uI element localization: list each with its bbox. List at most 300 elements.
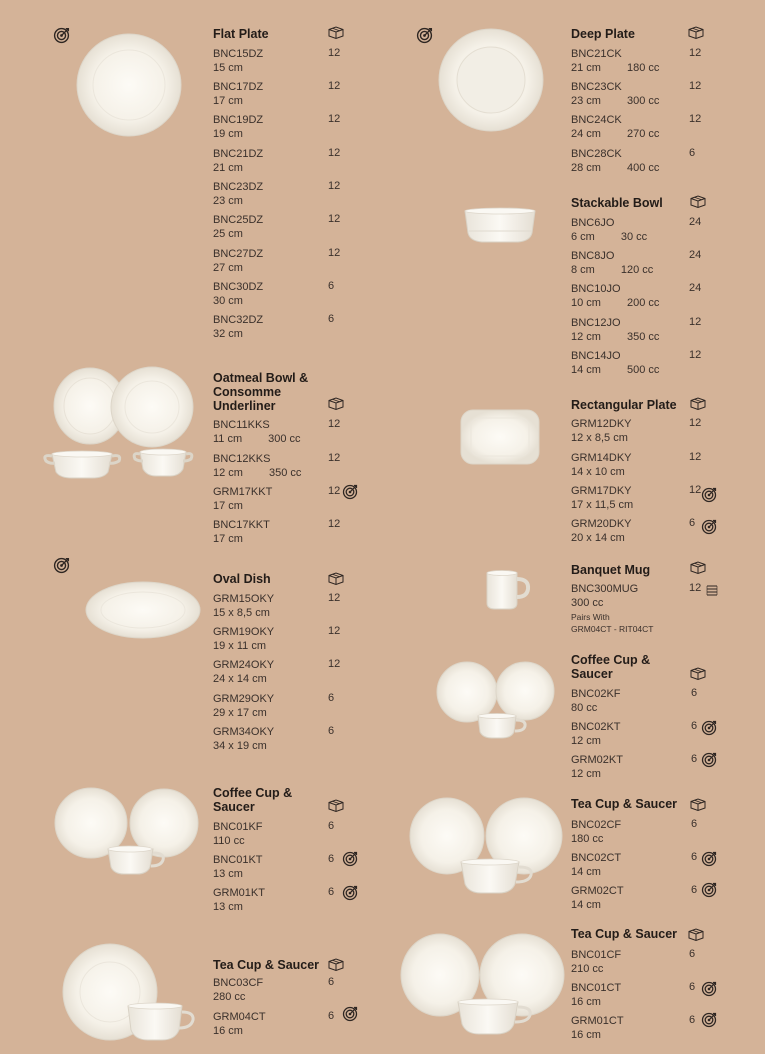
product-row (213, 592, 274, 620)
product-row (571, 316, 659, 344)
product-row (571, 818, 621, 846)
product-dimensions (213, 739, 274, 753)
product-dimensions (213, 706, 274, 720)
product-row (571, 349, 659, 377)
product-dimensions (213, 867, 263, 881)
section-title-line: Saucer (213, 800, 255, 814)
product-row (213, 418, 301, 446)
product-size: 13 cm (213, 901, 243, 913)
product-row (571, 484, 633, 512)
product-row (213, 658, 274, 686)
tea-cup-saucer-image (409, 796, 565, 898)
product-code: BNC11KKS (213, 419, 270, 431)
product-capacity: 500 cc (626, 364, 660, 376)
product-dimensions (213, 294, 263, 308)
target-icon (701, 981, 717, 997)
product-code: GRM01CT (571, 1015, 624, 1027)
package-quantity: 12 (689, 451, 702, 463)
product-size: 16 cm (571, 996, 601, 1008)
package-quantity: 12 (689, 316, 702, 328)
product-row (571, 981, 621, 1009)
product-code: GRM19OKY (213, 626, 275, 638)
pairs-with-note (571, 611, 654, 635)
stack-icon (706, 584, 718, 597)
package-quantity: 6 (328, 280, 335, 292)
package-quantity: 12 (328, 625, 341, 637)
product-code: BNC24CK (571, 114, 622, 126)
product-code: BNC12KKS (213, 453, 271, 465)
product-size: 210 cc (571, 963, 604, 975)
product-capacity: 200 cc (626, 297, 660, 309)
package-quantity: 6 (328, 1010, 335, 1022)
target-icon (53, 557, 70, 574)
product-code: GRM14DKY (571, 452, 632, 464)
package-quantity: 6 (328, 692, 335, 704)
product-size: 12 cm (213, 467, 243, 479)
product-dimensions (213, 990, 263, 1004)
product-dimensions (571, 431, 632, 445)
product-size: 24 x 14 cm (213, 673, 267, 685)
package-quantity: 6 (689, 147, 696, 159)
package-box-icon (689, 797, 707, 812)
product-row (213, 313, 263, 341)
product-size: 25 cm (213, 228, 243, 240)
product-size: 23 cm (213, 195, 243, 207)
product-dimensions (213, 194, 263, 208)
stackable-bowl-image (462, 207, 538, 245)
product-code: BNC21CK (571, 48, 622, 60)
section-stackable-bowl (571, 196, 663, 210)
product-code: BNC15DZ (213, 48, 264, 60)
product-dimensions (213, 127, 263, 141)
section-title-line: Coffee Cup & (571, 653, 651, 667)
product-size: 280 cc (213, 991, 246, 1003)
product-size: 16 cm (213, 1025, 243, 1037)
product-size: 11 cm (213, 433, 243, 445)
product-code: GRM15OKY (213, 593, 275, 605)
section-banquet-mug (571, 563, 650, 577)
product-capacity: 300 cc (268, 433, 301, 445)
package-quantity: 24 (689, 282, 702, 294)
product-dimensions (571, 995, 621, 1009)
product-size: 10 cm (571, 297, 601, 309)
section-oval-dish (213, 572, 271, 586)
package-quantity: 12 (689, 349, 702, 361)
package-quantity: 6 (691, 720, 698, 732)
product-size: 13 cm (213, 868, 243, 880)
product-size: 16 cm (571, 1029, 601, 1041)
product-size: 14 cm (571, 364, 601, 376)
product-row (213, 47, 263, 75)
product-size: 15 x 8,5 cm (213, 607, 270, 619)
product-capacity: 350 cc (626, 331, 660, 343)
package-quantity: 6 (689, 517, 696, 529)
product-dimensions (571, 767, 623, 781)
product-dimensions (571, 94, 659, 108)
target-icon (701, 720, 717, 736)
product-dimensions (213, 499, 272, 513)
package-quantity: 6 (691, 687, 698, 699)
package-quantity: 12 (689, 484, 702, 496)
package-quantity: 6 (691, 851, 698, 863)
product-dimensions (571, 230, 647, 244)
product-size: 12 cm (571, 331, 601, 343)
target-icon (416, 27, 433, 44)
section-tea-cup-left (213, 958, 319, 972)
section-flat-plate (213, 27, 269, 41)
product-size: 17 cm (213, 500, 243, 512)
product-row (571, 884, 624, 912)
product-code: GRM04CT (213, 1011, 266, 1023)
product-dimensions (213, 327, 263, 341)
product-code: BNC8JO (571, 250, 615, 262)
package-quantity: 12 (328, 658, 341, 670)
product-capacity: 120 cc (620, 264, 654, 276)
package-quantity: 12 (328, 180, 341, 192)
product-dimensions (213, 94, 263, 108)
product-size: 8 cm (571, 264, 595, 276)
product-dimensions (213, 639, 274, 653)
product-capacity: 270 cc (626, 128, 660, 140)
deep-plate-image (437, 28, 545, 133)
package-quantity: 6 (691, 884, 698, 896)
product-code: BNC01CF (571, 949, 622, 961)
product-size: 20 x 14 cm (571, 532, 625, 544)
product-dimensions (571, 61, 659, 75)
rectangular-plate-image (459, 408, 541, 466)
product-size: 12 cm (571, 735, 601, 747)
product-row (571, 1014, 624, 1042)
section-title: Tea Cup & Saucer (213, 958, 320, 972)
product-row (571, 249, 653, 277)
package-box-icon (327, 396, 345, 411)
package-box-icon (689, 560, 707, 575)
package-quantity: 6 (328, 725, 335, 737)
product-code: BNC01KF (213, 821, 263, 833)
package-box-icon (687, 25, 705, 40)
product-code: BNC28CK (571, 148, 622, 160)
product-row (213, 692, 274, 720)
product-size: 21 cm (571, 62, 601, 74)
section-title: Banquet Mug (571, 563, 651, 577)
package-quantity: 6 (689, 1014, 696, 1026)
product-dimensions (571, 531, 632, 545)
package-quantity: 12 (328, 592, 341, 604)
product-dimensions (213, 834, 263, 848)
section-oatmeal-bowl (213, 371, 308, 413)
product-size: 17 cm (213, 533, 243, 545)
target-icon (342, 484, 358, 500)
product-row (213, 853, 263, 881)
section-title: Oval Dish (213, 572, 271, 586)
product-size: 17 cm (213, 95, 243, 107)
product-size: 29 x 17 cm (213, 707, 267, 719)
package-quantity: 12 (689, 80, 702, 92)
product-code: GRM17DKY (571, 485, 632, 497)
product-dimensions (571, 962, 621, 976)
package-box-icon (327, 571, 345, 586)
note-line: GRM04CT - RIT04CT (571, 624, 654, 634)
product-row (213, 976, 263, 1004)
product-size: 17 x 11,5 cm (571, 499, 634, 511)
product-dimensions (571, 498, 633, 512)
package-quantity: 12 (328, 247, 341, 259)
product-size: 12 cm (571, 768, 601, 780)
product-code: BNC03CF (213, 977, 264, 989)
target-icon (701, 519, 717, 535)
product-dimensions (571, 161, 659, 175)
product-dimensions (571, 296, 659, 310)
section-deep-plate (571, 27, 635, 41)
package-quantity: 12 (328, 113, 341, 125)
product-dimensions (213, 900, 265, 914)
product-code: BNC01KT (213, 854, 263, 866)
section-coffee-cup-left (213, 786, 292, 814)
product-size: 19 cm (213, 128, 243, 140)
package-quantity: 24 (689, 249, 702, 261)
product-code: GRM34OKY (213, 726, 275, 738)
product-row (571, 80, 659, 108)
product-capacity: 30 cc (620, 231, 648, 243)
product-row (213, 280, 263, 308)
package-quantity: 12 (689, 582, 702, 594)
product-size: 21 cm (213, 162, 243, 174)
flat-plate-image (75, 32, 183, 138)
target-icon (701, 1012, 717, 1028)
product-dimensions (213, 261, 263, 275)
tea-cup-saucer-image (62, 942, 196, 1046)
product-size: 6 cm (571, 231, 595, 243)
package-quantity: 6 (328, 886, 335, 898)
product-dimensions (213, 1024, 266, 1038)
product-code: BNC10JO (571, 283, 621, 295)
product-row (213, 180, 263, 208)
product-size: 23 cm (571, 95, 601, 107)
section-title-line: Saucer (571, 667, 613, 681)
product-size: 15 cm (213, 62, 243, 74)
section-title: Stackable Bowl (571, 196, 663, 210)
product-code: BNC14JO (571, 350, 621, 362)
product-row (213, 625, 274, 653)
product-size: 27 cm (213, 262, 243, 274)
package-quantity: 6 (328, 976, 335, 988)
product-code: BNC23CK (571, 81, 622, 93)
section-rectangular-plate (571, 398, 677, 412)
product-dimensions (571, 465, 632, 479)
product-code: BNC300MUG (571, 583, 639, 595)
product-code: BNC02CF (571, 819, 622, 831)
section-title-line: Underliner (213, 399, 276, 413)
target-icon (701, 851, 717, 867)
product-code: BNC17KKT (213, 519, 270, 531)
product-size: 34 x 19 cm (213, 740, 267, 752)
product-size: 180 cc (571, 833, 604, 845)
product-dimensions (571, 596, 638, 610)
package-quantity: 12 (328, 485, 341, 497)
product-code: BNC02KT (571, 721, 621, 733)
section-title-line: Oatmeal Bowl & (213, 371, 309, 385)
target-icon (701, 752, 717, 768)
product-row (571, 451, 632, 479)
product-dimensions (571, 701, 621, 715)
product-size: 30 cm (213, 295, 243, 307)
product-code: BNC02CT (571, 852, 622, 864)
package-quantity: 6 (689, 948, 696, 960)
product-row (571, 216, 647, 244)
package-quantity: 6 (689, 981, 696, 993)
package-quantity: 6 (691, 818, 698, 830)
product-dimensions (571, 363, 659, 377)
product-dimensions (571, 127, 659, 141)
product-capacity: 300 cc (626, 95, 660, 107)
product-dimensions (571, 734, 621, 748)
tea-cup-saucer-image (400, 932, 566, 1040)
note-line: Pairs With (571, 612, 610, 622)
product-row (213, 1010, 266, 1038)
banquet-mug-image (483, 569, 533, 611)
product-size: 110 cc (213, 835, 245, 847)
product-dimensions (213, 532, 270, 546)
product-capacity: 180 cc (626, 62, 660, 74)
product-code: BNC12JO (571, 317, 621, 329)
product-row (213, 80, 263, 108)
product-size: 14 cm (571, 899, 601, 911)
product-code: GRM12DKY (571, 418, 632, 430)
package-quantity: 12 (328, 452, 341, 464)
product-code: BNC23DZ (213, 181, 264, 193)
target-icon (342, 1006, 358, 1022)
package-quantity: 6 (328, 853, 335, 865)
product-code: GRM20DKY (571, 518, 632, 530)
product-capacity: 350 cc (268, 467, 302, 479)
package-box-icon (687, 927, 705, 942)
section-title: Tea Cup & Saucer (571, 797, 678, 811)
oatmeal-bowl-image (42, 366, 197, 482)
product-dimensions (571, 865, 621, 879)
package-quantity: 12 (328, 80, 341, 92)
section-title: Flat Plate (213, 27, 269, 41)
section-title: Tea Cup & Saucer (571, 927, 678, 941)
product-row (571, 113, 659, 141)
product-code: BNC30DZ (213, 281, 264, 293)
product-row (571, 417, 632, 445)
product-size: 32 cm (213, 328, 243, 340)
product-code: GRM02KT (571, 754, 623, 766)
package-quantity: 12 (328, 47, 341, 59)
target-icon (701, 487, 717, 503)
product-row (213, 820, 263, 848)
product-row (213, 725, 274, 753)
target-icon (53, 27, 70, 44)
product-size: 12 x 8,5 cm (571, 432, 628, 444)
product-capacity: 400 cc (626, 162, 660, 174)
section-tea-cup-right-2 (571, 927, 677, 941)
product-row (571, 753, 623, 781)
coffee-cup-saucer-image (434, 660, 556, 742)
product-code: BNC27DZ (213, 248, 264, 260)
product-dimensions (571, 263, 653, 277)
product-row (213, 518, 270, 546)
product-row (571, 687, 621, 715)
package-quantity: 12 (328, 213, 341, 225)
package-quantity: 6 (328, 313, 335, 325)
product-dimensions (213, 606, 274, 620)
product-code: BNC01CT (571, 982, 622, 994)
product-size: 19 x 11 cm (213, 640, 266, 652)
product-size: 14 x 10 cm (571, 466, 625, 478)
product-code: BNC17DZ (213, 81, 264, 93)
product-dimensions (213, 672, 274, 686)
package-quantity: 6 (691, 753, 698, 765)
product-size: 28 cm (571, 162, 601, 174)
product-row (571, 720, 621, 748)
product-code: BNC32DZ (213, 314, 264, 326)
product-row (571, 582, 638, 610)
product-code: GRM29OKY (213, 693, 275, 705)
product-dimensions (213, 161, 263, 175)
package-box-icon (327, 798, 345, 813)
product-code: BNC19DZ (213, 114, 264, 126)
product-dimensions (213, 61, 263, 75)
section-title-line: Coffee Cup & (213, 786, 293, 800)
product-row (213, 452, 301, 480)
package-quantity: 12 (328, 518, 341, 530)
product-size: 80 cc (571, 702, 598, 714)
product-code: BNC02KF (571, 688, 621, 700)
product-code: GRM17KKT (213, 486, 273, 498)
product-row (571, 47, 659, 75)
package-quantity: 6 (328, 820, 335, 832)
product-size: 14 cm (571, 866, 601, 878)
product-row (571, 517, 632, 545)
package-quantity: 12 (689, 417, 702, 429)
product-row (571, 948, 621, 976)
package-box-icon (689, 396, 707, 411)
section-tea-cup-right-1 (571, 797, 677, 811)
coffee-cup-saucer-image (53, 787, 201, 879)
product-code: BNC6JO (571, 217, 615, 229)
product-dimensions (571, 832, 621, 846)
section-title: Rectangular Plate (571, 398, 677, 412)
product-code: BNC25DZ (213, 214, 264, 226)
package-box-icon (689, 666, 707, 681)
oval-dish-image (84, 580, 202, 640)
package-box-icon (327, 957, 345, 972)
package-box-icon (327, 25, 345, 40)
section-coffee-cup-right (571, 653, 650, 681)
product-row (213, 485, 272, 513)
product-row (213, 247, 263, 275)
product-row (571, 147, 659, 175)
package-box-icon (689, 194, 707, 209)
package-quantity: 12 (689, 113, 702, 125)
target-icon (342, 885, 358, 901)
package-quantity: 24 (689, 216, 702, 228)
product-dimensions (213, 227, 263, 241)
package-quantity: 12 (328, 418, 341, 430)
product-row (571, 851, 621, 879)
product-code: GRM01KT (213, 887, 265, 899)
product-row (213, 213, 263, 241)
section-title: Deep Plate (571, 27, 635, 41)
product-row (571, 282, 659, 310)
section-title-line: Consomme (213, 385, 282, 399)
product-dimensions (213, 432, 301, 446)
product-row (213, 886, 265, 914)
product-dimensions (571, 1028, 624, 1042)
package-quantity: 12 (328, 147, 341, 159)
product-row (213, 113, 263, 141)
